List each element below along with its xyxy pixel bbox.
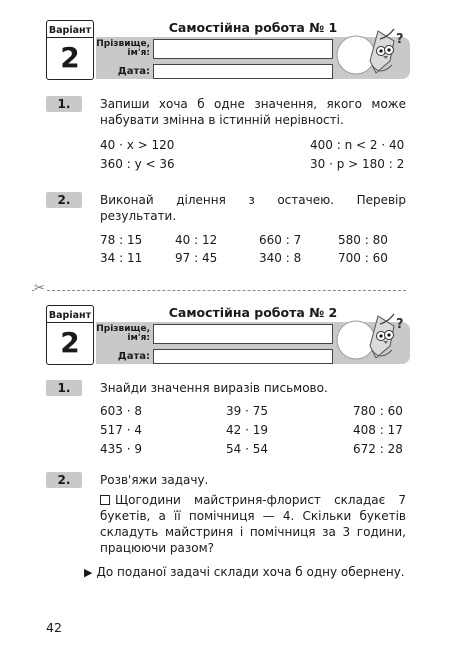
work1-surname-row	[96, 39, 333, 59]
expression: 39 · 75	[226, 404, 268, 418]
work1-task1-text: Запиши хоча б одне значення, якого може набувати змінна в істинній нерівності.	[100, 97, 406, 127]
inequality: 40 · x > 120	[100, 138, 175, 152]
work1-date-field[interactable]	[153, 64, 333, 79]
work2-variant-number: 2	[60, 326, 80, 359]
work1-date-row	[96, 64, 333, 79]
work2-variant-label: Варіант	[47, 306, 93, 323]
work2-surname-field[interactable]	[153, 324, 333, 344]
cut-line	[32, 290, 406, 291]
triangle-marker-icon: ▶	[84, 566, 93, 579]
expression: 42 · 19	[226, 423, 268, 437]
inequality: 30 · p > 180 : 2	[310, 157, 405, 171]
work2-title: Самостійна робота № 2	[168, 305, 338, 320]
expression: 780 : 60	[353, 404, 403, 418]
work2-task2-extra	[84, 564, 406, 581]
work2-form-band	[96, 317, 410, 364]
work2-surname-row	[96, 324, 333, 344]
division-expression: 580 : 80	[338, 233, 388, 247]
work2-date-field[interactable]	[153, 349, 333, 364]
expression: 408 : 17	[353, 423, 403, 437]
work1-task1-number: 1.	[46, 96, 82, 112]
work1-surname-field[interactable]	[153, 39, 333, 59]
division-expression: 97 : 45	[175, 251, 218, 265]
work2-task1-text: Знайди значення виразів письмово.	[100, 381, 328, 395]
work2-task2-problem-text: Щогодини майстриня-флорист складає 7 букетів, а її помічниця — 4. Скільки букетів складуть майстриня і помічниця за 3 години, працюючи разом?	[100, 493, 406, 555]
work2-task2-number: 2.	[46, 472, 82, 488]
work2-date-label: Дата:	[117, 350, 150, 362]
work1-task2-number: 2.	[46, 192, 82, 208]
work1-task2-text: Виконай ділення з остачею. Перевір результати.	[100, 193, 406, 223]
expression: 603 · 8	[100, 404, 142, 418]
work2-variant-box	[46, 305, 94, 365]
division-expression: 700 : 60	[338, 251, 388, 265]
work2-task2-problem	[100, 492, 406, 556]
work1-title: Самостійна робота № 1	[168, 20, 338, 35]
expression: 54 · 54	[226, 442, 268, 456]
work2-task2-extra-text: До поданої задачі склади хоча б одну обернену.	[96, 565, 405, 579]
division-expression: 340 : 8	[259, 251, 302, 265]
inequality: 400 : n < 2 · 40	[310, 138, 405, 152]
work2-task2-text: Розв'яжи задачу.	[100, 473, 209, 487]
checkbox-square-icon	[100, 495, 110, 505]
expression: 435 · 9	[100, 442, 142, 456]
work1-date-label: Дата:	[117, 65, 150, 77]
work1-form-band	[96, 32, 410, 79]
work1-surname-label: Прізвище, ім'я:	[96, 38, 150, 58]
division-expression: 34 : 11	[100, 251, 143, 265]
work1-variant-label: Варіант	[47, 21, 93, 38]
inequality: 360 : y < 36	[100, 157, 175, 171]
work1-variant-box	[46, 20, 94, 80]
work2-task1-number: 1.	[46, 380, 82, 396]
division-expression: 40 : 12	[175, 233, 218, 247]
work2-date-row	[96, 349, 333, 364]
owl-mascot-icon	[334, 306, 406, 364]
expression: 517 · 4	[100, 423, 142, 437]
work2-surname-label: Прізвище, ім'я:	[96, 323, 150, 343]
svg-text:?: ?	[396, 317, 404, 332]
svg-text:?: ?	[396, 32, 404, 47]
page-number: 42	[46, 620, 62, 635]
expression: 672 : 28	[353, 442, 403, 456]
scissors-icon: ✂	[34, 281, 45, 296]
owl-mascot-icon	[334, 21, 406, 79]
division-expression: 660 : 7	[259, 233, 302, 247]
work1-variant-number: 2	[60, 41, 80, 74]
division-expression: 78 : 15	[100, 233, 143, 247]
